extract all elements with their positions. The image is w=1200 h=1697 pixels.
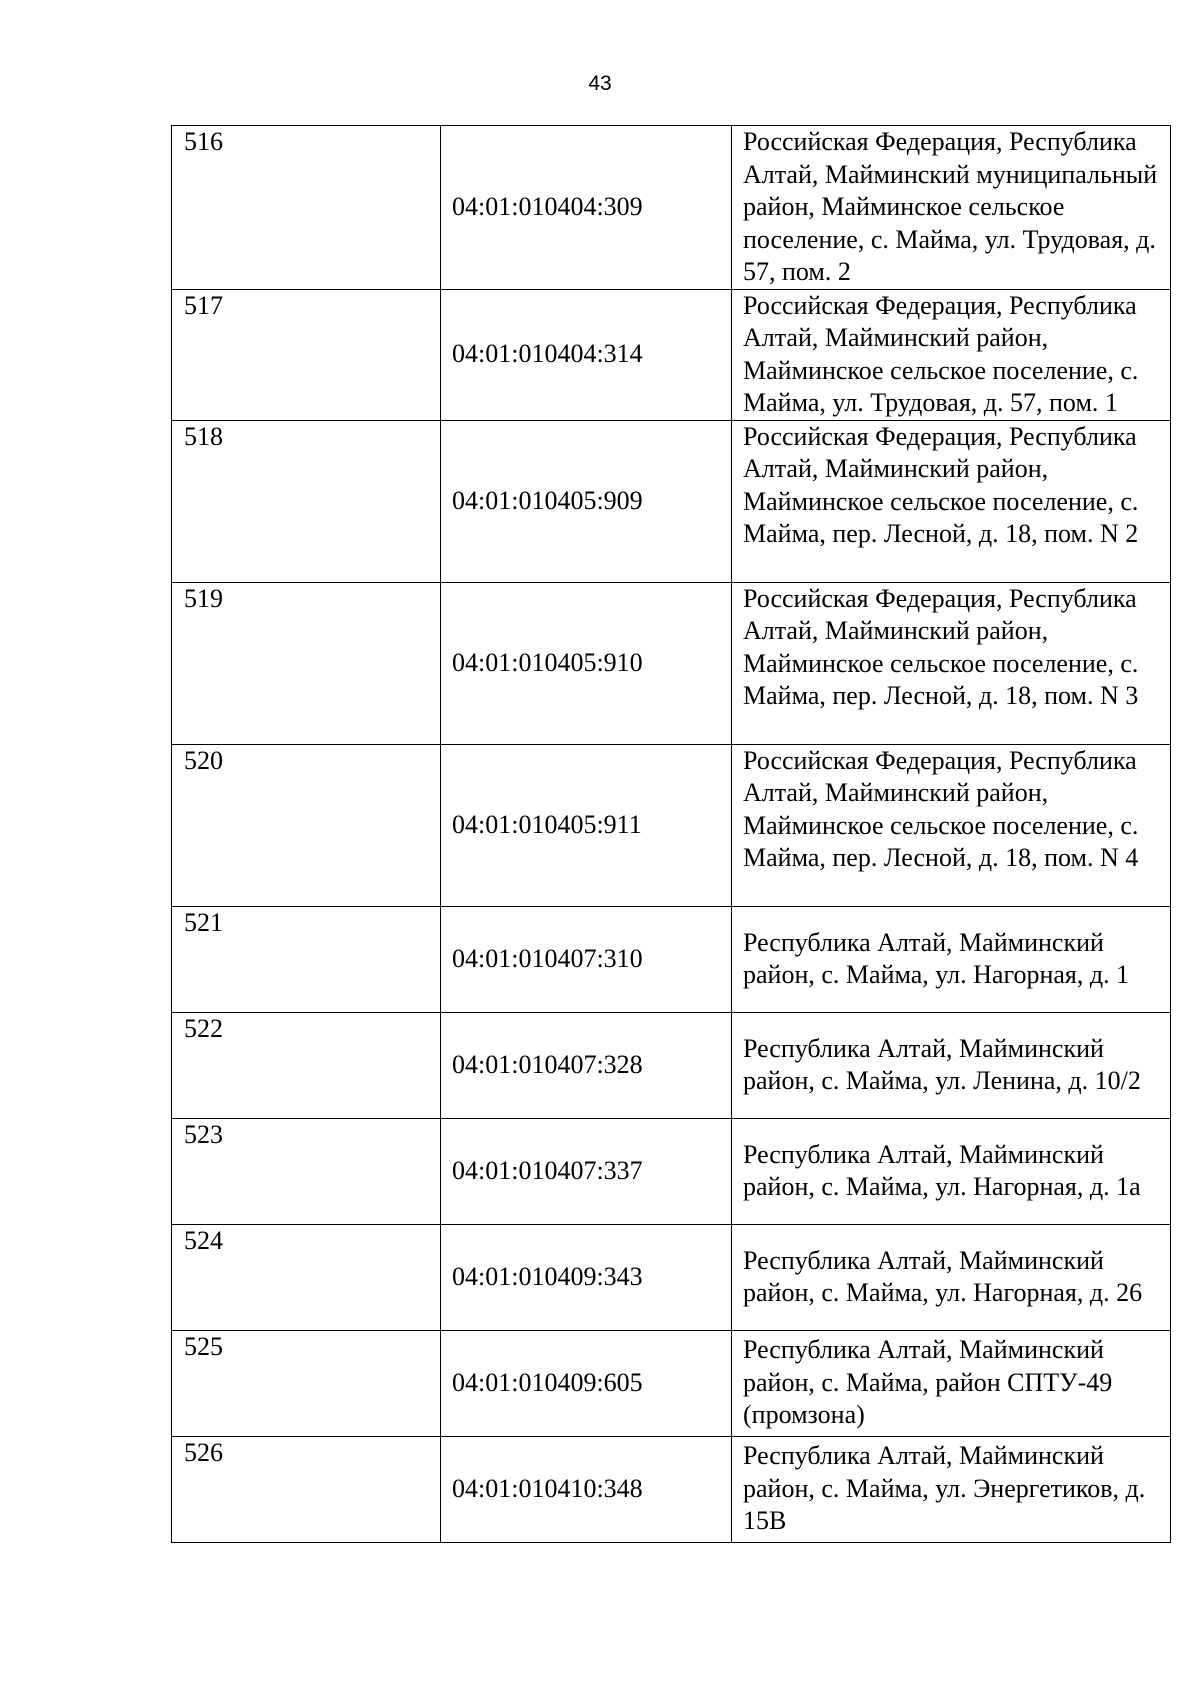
table-row [172,289,1171,420]
address-cell: Республика Алтай, Майминский район, с. Майма, ул. Ленина, д. 10/2 [732,1012,1171,1118]
cadastral-number-cell: 04:01:010407:328 [441,1012,732,1118]
table-row [172,744,1171,906]
address-cell: Республика Алтай, Майминский район, с. Майма, ул. Нагорная, д. 26 [732,1224,1171,1330]
row-number-cell [172,1224,441,1330]
row-number-cell [172,906,441,1012]
address-cell: Российская Федерация, Республика Алтай, Майминский район, Майминское сельское поселение, с. Майма, ул. Трудовая, д. 57, пом. 1 [732,289,1171,420]
row-number: 516 [184,127,223,156]
cadastral-number-cell: 04:01:010409:343 [441,1224,732,1330]
table-row [172,906,1171,1012]
table-row [172,1118,1171,1224]
table-row [172,1012,1171,1118]
row-number-cell [172,289,441,420]
address-cell: Российская Федерация, Республика Алтай, Майминский муниципальный район, Майминское сельское поселение, с. Майма, ул. Трудовая, д. 57, пом. 2 [732,126,1171,290]
cadastral-number-cell: 04:01:010407:310 [441,906,732,1012]
table-row [172,1330,1171,1436]
row-number: 524 [184,1225,223,1255]
row-number-cell [172,1118,441,1224]
cadastral-number-cell: 04:01:010405:909 [441,420,732,582]
row-number-cell [172,1012,441,1118]
table-row [172,126,1171,290]
cadastral-number-cell: 04:01:010409:605 [441,1330,732,1436]
address-cell: Республика Алтай, Майминский район, с. Майма, ул. Нагорная, д. 1а [732,1118,1171,1224]
cadastral-number-cell: 04:01:010410:348 [441,1436,732,1542]
address-cell: Республика Алтай, Майминский район, с. Майма, район СПТУ-49 (промзона) [732,1330,1171,1436]
row-number-cell [172,582,441,744]
row-number: 518 [184,421,223,451]
cadastral-number-cell: 04:01:010405:910 [441,582,732,744]
cadastral-number-cell: 04:01:010407:337 [441,1118,732,1224]
cadastral-number-cell: 04:01:010404:314 [441,289,732,420]
row-number-cell [172,126,441,290]
row-number-cell [172,744,441,906]
row-number: 522 [184,1013,223,1043]
row-number-cell [172,420,441,582]
row-number: 521 [184,907,223,937]
table-row [172,1224,1171,1330]
address-cell: Российская Федерация, Республика Алтай, Майминский район, Майминское сельское поселение, с. Майма, пер. Лесной, д. 18, пом. N 2 [732,420,1171,582]
row-number: 520 [184,745,223,775]
address-cell: Российская Федерация, Республика Алтай, Майминский район, Майминское сельское поселение, с. Майма, пер. Лесной, д. 18, пом. N 4 [732,744,1171,906]
table-row [172,420,1171,582]
table-row [172,1436,1171,1542]
cadastral-number-cell: 04:01:010405:911 [441,744,732,906]
property-registry-table [171,125,1171,1543]
row-number: 526 [184,1437,223,1467]
address-cell: Республика Алтай, Майминский район, с. Майма, ул. Энергетиков, д. 15В [732,1436,1171,1542]
address-cell: Российская Федерация, Республика Алтай, Майминский район, Майминское сельское поселение, с. Майма, пер. Лесной, д. 18, пом. N 3 [732,582,1171,744]
table-row [172,582,1171,744]
row-number: 525 [184,1331,223,1361]
row-number: 523 [184,1119,223,1149]
row-number-cell [172,1436,441,1542]
cadastral-number-cell: 04:01:010404:309 [441,126,732,290]
row-number: 519 [184,583,223,613]
page-number: 43 [588,72,612,95]
row-number: 517 [184,290,223,320]
address-cell: Республика Алтай, Майминский район, с. Майма, ул. Нагорная, д. 1 [732,906,1171,1012]
row-number-cell [172,1330,441,1436]
